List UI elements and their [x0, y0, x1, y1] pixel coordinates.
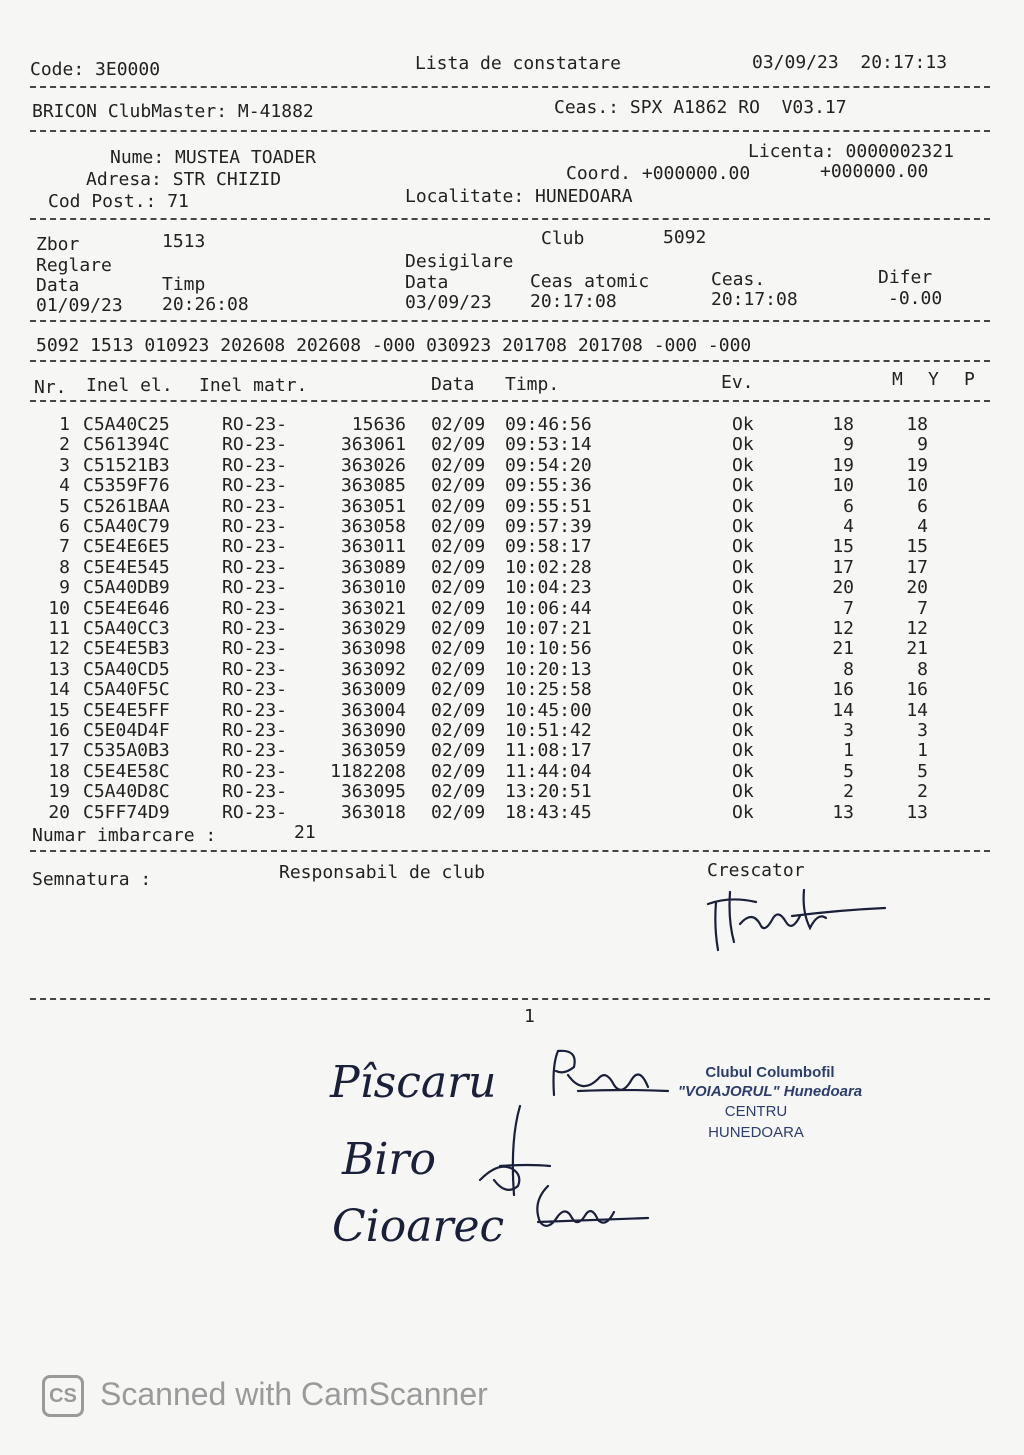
arrival-date: 02/09	[431, 577, 486, 599]
arrival-date: 02/09	[431, 720, 486, 741]
semnatura-label: Semnatura :	[32, 869, 152, 890]
event-status: Ok	[732, 495, 754, 517]
row-number: 13	[48, 658, 70, 680]
event-status: Ok	[732, 597, 754, 619]
arrival-time: 09:46:56	[505, 414, 592, 435]
col-header-inel-el: Inel el.	[86, 375, 173, 396]
row-number: 7	[59, 536, 70, 558]
m-value: 16	[832, 679, 854, 701]
electronic-ring: C5E4E5B3	[83, 638, 170, 660]
m-value: 19	[832, 454, 854, 476]
divider	[30, 218, 990, 220]
table-row	[0, 578, 1024, 598]
col-header-data: Data	[431, 374, 475, 395]
row-number: 12	[48, 638, 70, 660]
divider	[30, 130, 990, 132]
event-status: Ok	[732, 740, 754, 762]
m-value: 17	[832, 556, 854, 578]
ring-prefix: RO-23-	[222, 781, 288, 803]
divider	[30, 400, 990, 402]
ring-number: 363010	[340, 577, 406, 599]
y-value: 13	[906, 801, 928, 823]
event-status: Ok	[732, 801, 754, 823]
reglare-label: Reglare	[36, 255, 112, 276]
ring-prefix: RO-23-	[222, 577, 288, 599]
electronic-ring: C5261BAA	[83, 495, 170, 517]
arrival-date: 02/09	[431, 536, 486, 558]
table-row	[0, 680, 1024, 700]
row-number: 3	[59, 454, 70, 476]
row-number: 11	[48, 618, 70, 639]
arrival-date: 02/09	[431, 454, 486, 476]
electronic-ring: C5E4E58C	[83, 760, 170, 782]
ceas-atomic-label: Ceas atomic	[530, 271, 650, 292]
arrival-date: 02/09	[431, 516, 486, 537]
m-value: 4	[843, 516, 854, 537]
ring-prefix: RO-23-	[222, 475, 288, 497]
table-row	[0, 537, 1024, 557]
arrival-time: 13:20:51	[505, 781, 592, 803]
difer-value: -0.00	[888, 288, 943, 309]
ring-prefix: RO-23-	[222, 760, 288, 782]
y-value: 9	[917, 434, 928, 456]
arrival-date: 02/09	[431, 801, 486, 823]
reglare-timp-label: Timp	[162, 274, 206, 295]
m-value: 18	[832, 414, 854, 435]
ring-number: 363089	[340, 556, 406, 578]
ring-number: 1182208	[330, 760, 406, 782]
ring-prefix: RO-23-	[222, 495, 288, 517]
m-value: 7	[843, 597, 854, 619]
arrival-time: 09:55:36	[505, 475, 592, 497]
ring-number: 363009	[340, 679, 406, 701]
row-number: 6	[59, 516, 70, 537]
m-value: 6	[843, 495, 854, 517]
stamp-line-1: Clubul Columbofil	[705, 1064, 835, 1081]
license-number: Licenta: 0000002321	[748, 141, 954, 162]
event-status: Ok	[732, 414, 754, 435]
ring-prefix: RO-23-	[222, 801, 288, 823]
ring-number: 15636	[351, 414, 406, 435]
row-number: 8	[59, 556, 70, 578]
event-status: Ok	[732, 475, 754, 497]
y-value: 5	[917, 760, 928, 782]
electronic-ring: C5E4E5FF	[83, 699, 170, 721]
electronic-ring: C5E4E646	[83, 597, 170, 619]
arrival-time: 09:58:17	[505, 536, 592, 558]
m-value: 3	[843, 720, 854, 741]
m-value: 12	[832, 618, 854, 639]
m-value: 5	[843, 760, 854, 782]
electronic-ring: C5A40CD5	[83, 658, 170, 680]
event-status: Ok	[732, 720, 754, 741]
ring-number: 363026	[340, 454, 406, 476]
y-value: 21	[906, 638, 928, 660]
club-value: 5092	[663, 227, 707, 248]
ring-prefix: RO-23-	[222, 597, 288, 619]
table-row	[0, 701, 1024, 721]
row-number: 5	[59, 495, 70, 517]
arrival-time: 10:25:58	[505, 679, 592, 701]
arrival-time: 10:07:21	[505, 618, 592, 639]
y-value: 20	[906, 577, 928, 599]
numar-imbarcare-label: Numar imbarcare :	[32, 825, 217, 846]
arrival-time: 10:20:13	[505, 658, 592, 680]
arrival-time: 10:04:23	[505, 577, 592, 599]
row-number: 1	[59, 414, 70, 435]
electronic-ring: C5E4E545	[83, 556, 170, 578]
y-value: 14	[906, 699, 928, 721]
stamp-line-4: HUNEDOARA	[708, 1124, 804, 1141]
event-status: Ok	[732, 556, 754, 578]
desigilare-label: Desigilare	[405, 251, 514, 272]
arrival-date: 02/09	[431, 679, 486, 701]
zbor-label: Zbor	[36, 234, 80, 255]
y-value: 10	[906, 475, 928, 497]
m-value: 10	[832, 475, 854, 497]
row-number: 9	[59, 577, 70, 599]
electronic-ring: C5FF74D9	[83, 801, 170, 823]
ring-number: 363058	[340, 516, 406, 537]
flight-code-line: 5092 1513 010923 202608 202608 -000 030923 201708 201708 -000 -000	[36, 335, 752, 356]
m-value: 15	[832, 536, 854, 558]
y-value: 12	[906, 618, 928, 639]
arrival-time: 09:54:20	[505, 454, 592, 476]
col-header-timp: Timp.	[505, 374, 560, 395]
col-header-nr: Nr.	[34, 377, 67, 398]
reglare-data-label: Data	[36, 275, 80, 296]
initials-signature-3	[528, 1172, 658, 1242]
reglare-timp-value: 20:26:08	[162, 294, 249, 315]
row-number: 16	[48, 720, 70, 741]
code-label: Code: 3E0000	[30, 59, 161, 80]
event-status: Ok	[732, 638, 754, 660]
ceas-atomic-value: 20:17:08	[530, 291, 617, 312]
electronic-ring: C5A40CC3	[83, 618, 170, 639]
divider	[30, 850, 990, 852]
table-row	[0, 721, 1024, 741]
desigilare-data-label: Data	[405, 272, 449, 293]
m-value: 14	[832, 699, 854, 721]
stamp-line-2: "VOIAJORUL" Hunedoara	[677, 1083, 863, 1100]
table-row	[0, 497, 1024, 517]
ring-number: 363018	[340, 801, 406, 823]
ring-number: 363095	[340, 781, 406, 803]
divider	[30, 998, 990, 1000]
arrival-date: 02/09	[431, 740, 486, 762]
row-number: 20	[48, 801, 70, 823]
col-header-y: Y	[928, 369, 939, 390]
arrival-date: 02/09	[431, 495, 486, 517]
m-value: 9	[843, 434, 854, 456]
ceas-label: Ceas.	[711, 269, 766, 290]
camscanner-logo: CS	[42, 1375, 84, 1417]
electronic-ring: C51521B3	[83, 454, 170, 476]
table-row	[0, 435, 1024, 455]
table-row	[0, 762, 1024, 782]
ceas-info: Ceas.: SPX A1862 RO V03.17	[554, 97, 847, 118]
table-row	[0, 415, 1024, 435]
arrival-date: 02/09	[431, 434, 486, 456]
arrival-date: 02/09	[431, 556, 486, 578]
table-row	[0, 558, 1024, 578]
arrival-time: 09:53:14	[505, 434, 592, 456]
arrival-date: 02/09	[431, 658, 486, 680]
ring-number: 363085	[340, 475, 406, 497]
ring-prefix: RO-23-	[222, 434, 288, 456]
arrival-time: 10:45:00	[505, 699, 592, 721]
electronic-ring: C5A40D8C	[83, 781, 170, 803]
m-value: 8	[843, 658, 854, 680]
ring-prefix: RO-23-	[222, 679, 288, 701]
row-number: 14	[48, 679, 70, 701]
arrival-time: 10:02:28	[505, 556, 592, 578]
desigilare-data-value: 03/09/23	[405, 292, 492, 313]
table-row	[0, 517, 1024, 537]
coordinates: Coord. +000000.00	[566, 163, 751, 184]
event-status: Ok	[732, 434, 754, 456]
arrival-date: 02/09	[431, 760, 486, 782]
ring-prefix: RO-23-	[222, 720, 288, 741]
crescator-label: Crescator	[707, 860, 805, 881]
club-label: Club	[541, 228, 585, 249]
m-value: 13	[832, 801, 854, 823]
ring-number: 363090	[340, 720, 406, 741]
table-row	[0, 782, 1024, 802]
electronic-ring: C5E4E6E5	[83, 536, 170, 558]
ring-prefix: RO-23-	[222, 516, 288, 537]
electronic-ring: C5E04D4F	[83, 720, 170, 741]
table-row	[0, 456, 1024, 476]
ring-prefix: RO-23-	[222, 740, 288, 762]
arrival-date: 02/09	[431, 414, 486, 435]
divider	[30, 86, 990, 88]
page-number: 1	[524, 1006, 535, 1027]
ring-prefix: RO-23-	[222, 638, 288, 660]
electronic-ring: C5A40F5C	[83, 679, 170, 701]
arrival-time: 11:08:17	[505, 740, 592, 762]
handwritten-name-1: Pîscaru	[330, 1057, 497, 1108]
event-status: Ok	[732, 454, 754, 476]
electronic-ring: C5359F76	[83, 475, 170, 497]
arrival-time: 10:51:42	[505, 720, 592, 741]
arrival-time: 09:57:39	[505, 516, 592, 537]
arrival-date: 02/09	[431, 638, 486, 660]
arrival-time: 09:55:51	[505, 495, 592, 517]
arrival-date: 02/09	[431, 699, 486, 721]
crescator-signature	[700, 872, 900, 957]
row-number: 4	[59, 475, 70, 497]
electronic-ring: C5A40C25	[83, 414, 170, 435]
owner-name: Nume: MUSTEA TOADER	[110, 147, 316, 168]
y-value: 4	[917, 516, 928, 537]
y-value: 6	[917, 495, 928, 517]
y-value: 3	[917, 720, 928, 741]
arrival-time: 11:44:04	[505, 760, 592, 782]
table-row	[0, 660, 1024, 680]
col-header-inel-matr: Inel matr.	[199, 375, 308, 396]
col-header-ev: Ev.	[721, 372, 754, 393]
row-number: 10	[48, 597, 70, 619]
table-row	[0, 639, 1024, 659]
row-number: 18	[48, 760, 70, 782]
ring-prefix: RO-23-	[222, 414, 288, 435]
document-title: Lista de constatare	[415, 53, 621, 74]
event-status: Ok	[732, 781, 754, 803]
table-row	[0, 803, 1024, 823]
ring-number: 363092	[340, 658, 406, 680]
y-value: 2	[917, 781, 928, 803]
ring-prefix: RO-23-	[222, 536, 288, 558]
arrival-time: 10:10:56	[505, 638, 592, 660]
table-row	[0, 599, 1024, 619]
electronic-ring: C535A0B3	[83, 740, 170, 762]
ring-number: 363098	[340, 638, 406, 660]
numar-imbarcare-value: 21	[294, 822, 316, 843]
owner-address: Adresa: STR CHIZID	[86, 169, 282, 190]
event-status: Ok	[732, 679, 754, 701]
header-datetime: 03/09/23 20:17:13	[752, 52, 948, 73]
row-number: 2	[59, 434, 70, 456]
event-status: Ok	[732, 536, 754, 558]
y-value: 19	[906, 454, 928, 476]
ring-number: 363061	[340, 434, 406, 456]
divider	[30, 360, 990, 362]
camscanner-watermark: Scanned with CamScanner	[100, 1376, 488, 1412]
ring-prefix: RO-23-	[222, 556, 288, 578]
arrival-time: 10:06:44	[505, 597, 592, 619]
row-number: 17	[48, 740, 70, 762]
ring-number: 363059	[340, 740, 406, 762]
table-row	[0, 476, 1024, 496]
zbor-value: 1513	[162, 231, 206, 252]
initials-signature-1	[548, 1045, 678, 1110]
ring-number: 363029	[340, 618, 406, 639]
ring-number: 363051	[340, 495, 406, 517]
table-row	[0, 741, 1024, 761]
col-header-m: M	[892, 369, 903, 390]
y-value: 1	[917, 740, 928, 762]
ceas-value: 20:17:08	[711, 289, 798, 310]
arrival-date: 02/09	[431, 781, 486, 803]
arrival-date: 02/09	[431, 475, 486, 497]
row-number: 19	[48, 781, 70, 803]
y-value: 18	[906, 414, 928, 435]
electronic-ring: C5A40DB9	[83, 577, 170, 599]
divider	[30, 320, 990, 322]
y-value: 16	[906, 679, 928, 701]
y-value: 17	[906, 556, 928, 578]
ring-number: 363021	[340, 597, 406, 619]
difer-label: Difer	[878, 267, 933, 288]
coordinates-second: +000000.00	[820, 161, 929, 182]
m-value: 20	[832, 577, 854, 599]
y-value: 7	[917, 597, 928, 619]
event-status: Ok	[732, 658, 754, 680]
m-value: 1	[843, 740, 854, 762]
clubmaster-label: BRICON ClubMaster: M-41882	[32, 101, 314, 122]
row-number: 15	[48, 699, 70, 721]
electronic-ring: C5A40C79	[83, 516, 170, 537]
responsabil-label: Responsabil de club	[279, 862, 485, 883]
ring-prefix: RO-23-	[222, 658, 288, 680]
ring-prefix: RO-23-	[222, 618, 288, 639]
event-status: Ok	[732, 516, 754, 537]
electronic-ring: C561394C	[83, 434, 170, 456]
y-value: 8	[917, 658, 928, 680]
event-status: Ok	[732, 699, 754, 721]
reglare-data-value: 01/09/23	[36, 295, 123, 316]
table-row	[0, 619, 1024, 639]
locality: Localitate: HUNEDOARA	[405, 186, 633, 207]
ring-number: 363011	[340, 536, 406, 558]
ring-number: 363004	[340, 699, 406, 721]
y-value: 15	[906, 536, 928, 558]
m-value: 21	[832, 638, 854, 660]
ring-prefix: RO-23-	[222, 454, 288, 476]
handwritten-name-2: Biro	[342, 1134, 436, 1185]
arrival-date: 02/09	[431, 597, 486, 619]
postal-code: Cod Post.: 71	[48, 191, 189, 212]
m-value: 2	[843, 781, 854, 803]
arrival-date: 02/09	[431, 618, 486, 639]
arrival-time: 18:43:45	[505, 801, 592, 823]
col-header-p: P	[964, 369, 975, 390]
stamp-line-3: CENTRU	[724, 1103, 788, 1120]
event-status: Ok	[732, 577, 754, 599]
handwritten-name-3: Cioarec	[332, 1201, 505, 1252]
event-status: Ok	[732, 760, 754, 782]
ring-prefix: RO-23-	[222, 699, 288, 721]
event-status: Ok	[732, 618, 754, 639]
